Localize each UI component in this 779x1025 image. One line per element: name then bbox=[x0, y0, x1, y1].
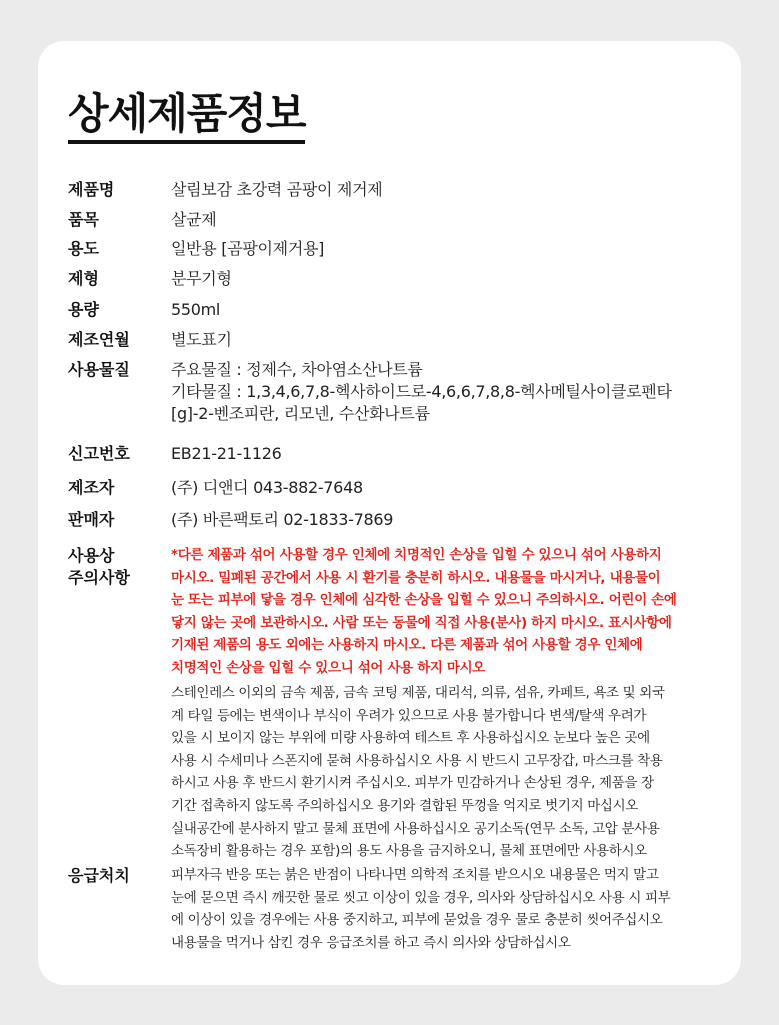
caution-label-line: 사용상 bbox=[68, 546, 115, 565]
page-title: 상세제품정보 bbox=[68, 89, 305, 144]
emergency-line: 에 이상이 있을 경우에는 사용 중지하고, 피부에 묻었을 경우 물로 충분히 씻어주십시오 bbox=[171, 912, 663, 929]
product-info-card bbox=[38, 41, 741, 985]
row-value: (주) 바른팩토리 02-1833-7869 bbox=[171, 510, 394, 529]
warning-line: 기재된 제품의 용도 외에는 사용하지 마시오. 다른 제품과 섞어 사용할 경우 인체에 bbox=[171, 637, 643, 654]
caution-line: 소독장비 활용하는 경우 포함)의 용도 사용을 금지하오니, 물체 표면에만 사용하시오 bbox=[171, 843, 647, 860]
emergency-text bbox=[171, 864, 711, 954]
row-label: 사용물질 bbox=[68, 360, 130, 379]
row-value: 살림보감 초강력 곰팡이 제거제 bbox=[171, 180, 383, 199]
warning-line: 치명적인 손상을 입힐 수 있으니 섞어 사용 하지 마시오 bbox=[171, 659, 486, 676]
caution-line: 계 타일 등에는 변색이나 부식이 우려가 있으므로 사용 불가합니다 변색/탈색 우려가 bbox=[171, 707, 647, 724]
row-label: 신고번호 bbox=[68, 444, 130, 463]
row-label: 용도 bbox=[68, 239, 99, 258]
materials-line: 주요물질 : 정제수, 차아염소산나트륨 bbox=[171, 360, 423, 379]
emergency-line: 피부자극 반응 또는 붉은 반점이 나타나면 의학적 조치를 받으시오 내용물은 먹지 말고 bbox=[171, 867, 659, 883]
caution-line: 사용 시 수세미나 스폰지에 묻혀 사용하십시오 사용 시 반드시 고무장갑, 마스크를 착용 bbox=[171, 752, 663, 769]
row-value: EB21-21-1126 bbox=[171, 444, 282, 463]
materials-line: [g]-2-벤조피란, 리모넨, 수산화나트륨 bbox=[171, 404, 430, 423]
warning-line: *다른 제품과 섞어 사용할 경우 인체에 치명적인 손상을 입힐 수 있으니 섞어 사용하지 bbox=[171, 547, 662, 563]
materials-line: 기타물질 : 1,3,4,6,7,8-헥사하이드로-4,6,6,7,8,8-헥사메틸사이클로펜타 bbox=[171, 382, 672, 401]
row-value: 살균제 bbox=[171, 210, 217, 229]
caution-line: 하시고 사용 후 반드시 환기시켜 주십시오. 피부가 민감하거나 손상된 경우, 제품을 장 bbox=[171, 775, 654, 792]
caution-label-line: 주의사항 bbox=[68, 568, 130, 587]
warning-line: 닿지 않는 곳에 보관하시오. 사람 또는 동물에 직접 사용(분사) 하지 마시오. 표시사항에 bbox=[171, 614, 672, 631]
caution-line: 스테인레스 이외의 금속 제품, 금속 코팅 제품, 대리석, 의류, 섬유, 카페트, 욕조 및 외국 bbox=[171, 685, 665, 701]
row-value: 분무기형 bbox=[171, 269, 232, 288]
row-label: 용량 bbox=[68, 300, 99, 319]
row-value: 별도표기 bbox=[171, 330, 232, 349]
row-label: 제품명 bbox=[68, 180, 115, 199]
caution-line: 기간 접촉하지 않도록 주의하십시오 용기와 결합된 뚜껑을 억지로 벗기지 마십시오 bbox=[171, 797, 638, 814]
emergency-line: 눈에 묻으면 즉시 깨끗한 물로 씻고 이상이 있을 경우, 의사와 상담하십시오 사용 시 피부 bbox=[171, 889, 671, 906]
row-label: 판매자 bbox=[68, 510, 115, 529]
row-label: 응급처치 bbox=[68, 866, 130, 885]
row-value: (주) 디앤디 043-882-7648 bbox=[171, 478, 363, 497]
row-label: 품목 bbox=[68, 210, 99, 229]
row-value: 550ml bbox=[171, 300, 221, 319]
row-value bbox=[171, 359, 706, 425]
row-value: 일반용 [곰팡이제거용] bbox=[171, 239, 325, 258]
caution-warning bbox=[171, 544, 711, 680]
warning-line: 마시오. 밀폐된 공간에서 사용 시 환기를 충분히 하시오. 내용물을 마시거나, 내용물이 bbox=[171, 569, 661, 586]
caution-label bbox=[68, 545, 158, 589]
row-label: 제조자 bbox=[68, 478, 115, 497]
warning-line: 눈 또는 피부에 닿을 경우 인체에 심각한 손상을 입힐 수 있으니 주의하시오. 어린이 손에 bbox=[171, 592, 677, 609]
caution-line: 있을 시 보이지 않는 부위에 미량 사용하여 테스트 후 사용하십시오 눈보다 높은 곳에 bbox=[171, 730, 650, 747]
row-label: 제조연월 bbox=[68, 330, 130, 349]
caution-line: 실내공간에 분사하지 말고 물체 표면에 사용하십시오 공기소독(연무 소독, 고압 분사용 bbox=[171, 820, 660, 837]
row-label: 제형 bbox=[68, 269, 99, 288]
emergency-line: 내용물을 먹거나 삼킨 경우 응급조치를 하고 즉시 의사와 상담하십시오 bbox=[171, 934, 571, 951]
caution-text bbox=[171, 682, 711, 863]
